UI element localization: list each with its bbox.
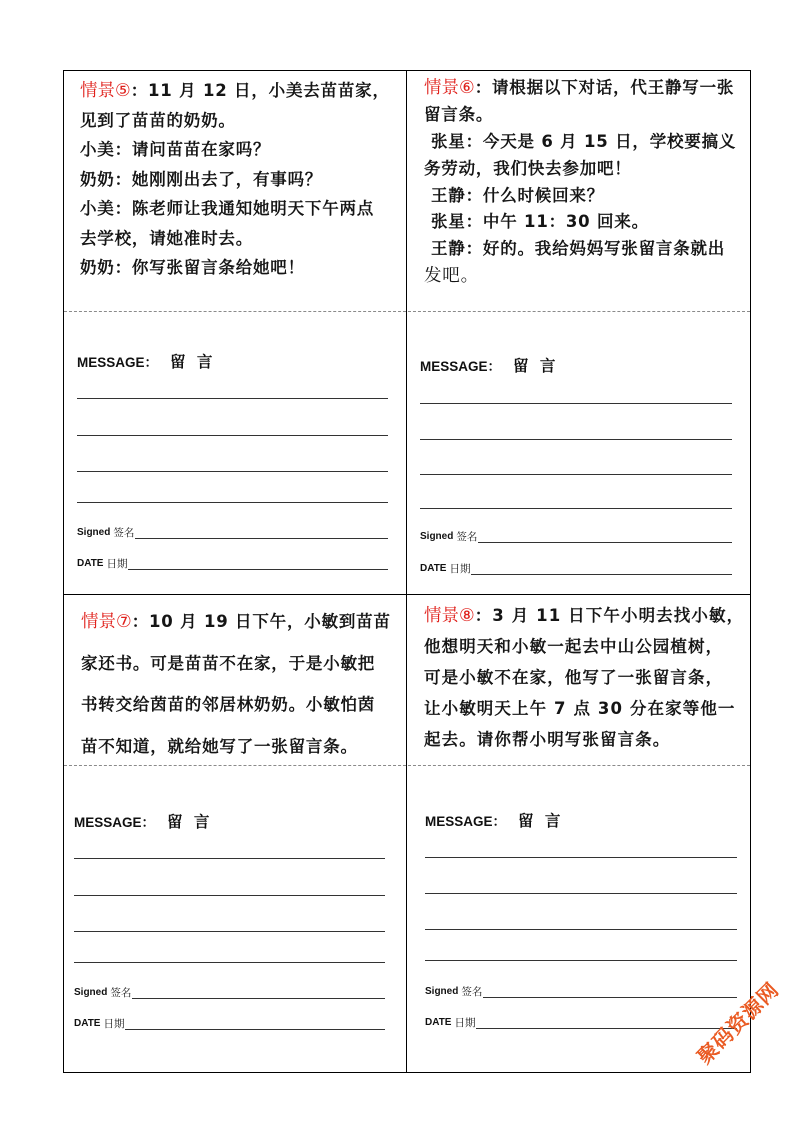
signed-row — [77, 525, 388, 539]
signed-label: Signed — [425, 986, 459, 997]
date-line — [128, 569, 388, 570]
writing-line — [425, 929, 737, 930]
signed-label-cn: 签名 — [456, 531, 478, 543]
date-line — [125, 1029, 385, 1030]
dialogue-line: 小美：请问苗苗在家吗？ — [80, 140, 271, 159]
scenario-7-text — [81, 601, 391, 768]
writing-line — [77, 502, 388, 503]
date-label-cn: 日期 — [103, 1018, 125, 1030]
date-label-cn: 日期 — [449, 563, 471, 575]
signed-row — [425, 984, 737, 998]
scenario-intro-text: ：3 月 11 日下午小明去找小敏， — [474, 606, 745, 625]
date-row — [425, 1015, 737, 1029]
dialogue-line: 张星：今天是 6 月 15 日，学校要搞义 — [431, 131, 737, 151]
date-label-cn: 日期 — [454, 1017, 476, 1029]
scenario-intro-text: ：10 月 19 日下午，小敏到苗苗 — [131, 612, 391, 631]
scenario-8-text — [424, 600, 744, 755]
message-form — [425, 765, 737, 1035]
scenario-label: 情景⑧ — [424, 606, 475, 626]
scenario-label: 情景⑤ — [80, 81, 131, 101]
signed-label: Signed — [74, 987, 108, 998]
message-label-cn: 留 言 — [170, 353, 216, 371]
message-heading — [74, 812, 212, 832]
writing-line — [77, 398, 388, 399]
date-label-cn: 日期 — [106, 558, 128, 570]
signed-row — [420, 529, 732, 543]
writing-line — [77, 471, 388, 472]
dialogue-line: 王静：好的。我给妈妈写张留言条就出 — [431, 239, 726, 259]
writing-line — [425, 857, 737, 858]
scenario-text-line: 留言条。 — [424, 104, 494, 124]
scenario-heading-line — [81, 601, 391, 643]
scenario-intro-text: ：请根据以下对话，代王静写一张 — [474, 78, 735, 97]
signed-label: Signed — [77, 527, 111, 538]
message-heading — [425, 811, 563, 831]
date-row — [77, 556, 388, 570]
writing-line — [74, 895, 385, 896]
dialogue-line: 务劳动，我们快去参加吧！ — [424, 158, 632, 178]
row-divider — [63, 594, 751, 595]
dialogue-line: 发吧。 — [424, 266, 479, 287]
scenario-heading-line — [424, 600, 744, 631]
message-label: MESSAGE： — [77, 355, 159, 370]
dialogue-line: 奶奶：你写张留言条给她吧！ — [80, 258, 305, 277]
scenario-text-line: 家还书。可是苗苗不在家，于是小敏把 — [81, 653, 376, 673]
dialogue-line: 奶奶：她刚刚出去了，有事吗？ — [80, 169, 323, 189]
date-label: DATE — [74, 1018, 101, 1029]
writing-line — [420, 403, 732, 404]
scenario-5-text — [80, 76, 390, 283]
message-form — [420, 311, 732, 581]
writing-line — [77, 435, 388, 436]
signed-label-cn: 签名 — [110, 987, 132, 999]
message-label-cn: 留 言 — [167, 813, 213, 831]
date-line — [471, 574, 732, 575]
scenario-text-line: 书转交给茵苗的邻居林奶奶。小敏怕茵 — [81, 695, 376, 715]
scenario-heading-line — [80, 76, 390, 106]
signature-line — [135, 538, 388, 539]
writing-line — [74, 931, 385, 932]
scenario-text-line: 见到了苗苗的奶奶。 — [80, 110, 236, 130]
message-label-cn: 留 言 — [513, 357, 559, 375]
writing-line — [74, 962, 385, 963]
writing-line — [425, 893, 737, 894]
message-form — [74, 765, 385, 1035]
date-row — [74, 1016, 385, 1030]
dialogue-line: 张星：中午 11：30 回来。 — [431, 212, 649, 232]
writing-line — [425, 960, 737, 961]
signature-line — [132, 998, 385, 999]
dialogue-line: 王静：什么时候回来？ — [431, 185, 604, 205]
message-heading — [77, 352, 215, 372]
column-divider — [406, 70, 407, 1073]
signed-row — [74, 985, 385, 999]
scenario-intro-text: ：11 月 12 日，小美去苗苗家， — [130, 81, 390, 100]
scenario-heading-line — [424, 75, 736, 102]
watermark: 聚码资源网 — [692, 977, 784, 1069]
signed-label-cn: 签名 — [461, 986, 483, 998]
message-label: MESSAGE： — [74, 815, 156, 830]
date-line — [476, 1028, 737, 1029]
date-label: DATE — [425, 1017, 452, 1028]
message-form — [77, 311, 388, 581]
message-label: MESSAGE： — [420, 359, 502, 374]
dialogue-line: 小美：陈老师让我通知她明天下午两点 — [80, 199, 375, 218]
message-label-cn: 留 言 — [518, 812, 564, 830]
date-label: DATE — [77, 558, 104, 569]
signed-label-cn: 签名 — [113, 527, 135, 539]
scenario-text-line: 让小敏明天上午 7 点 30 分在家等他一 — [424, 699, 736, 718]
message-label: MESSAGE： — [425, 814, 507, 829]
date-row — [420, 561, 732, 575]
scenario-text-line: 苗不知道，就给她写了一张留言条。 — [81, 737, 358, 757]
writing-line — [420, 474, 732, 475]
scenario-label: 情景⑦ — [81, 612, 132, 632]
scenario-text-line: 他想明天和小敏一起去中山公园植树， — [424, 637, 724, 656]
message-heading — [420, 356, 558, 376]
date-label: DATE — [420, 563, 447, 574]
dialogue-line: 去学校，请她准时去。 — [80, 228, 253, 248]
scenario-label: 情景⑥ — [424, 78, 475, 98]
scenario-6-text — [424, 75, 736, 290]
signed-label: Signed — [420, 531, 454, 542]
signature-line — [478, 542, 732, 543]
writing-line — [420, 508, 732, 509]
scenario-text-line: 可是小敏不在家，他写了一张留言条， — [424, 668, 724, 687]
writing-line — [74, 858, 385, 859]
writing-line — [420, 439, 732, 440]
scenario-text-line: 起去。请你帮小明写张留言条。 — [424, 730, 671, 749]
signature-line — [483, 997, 737, 998]
